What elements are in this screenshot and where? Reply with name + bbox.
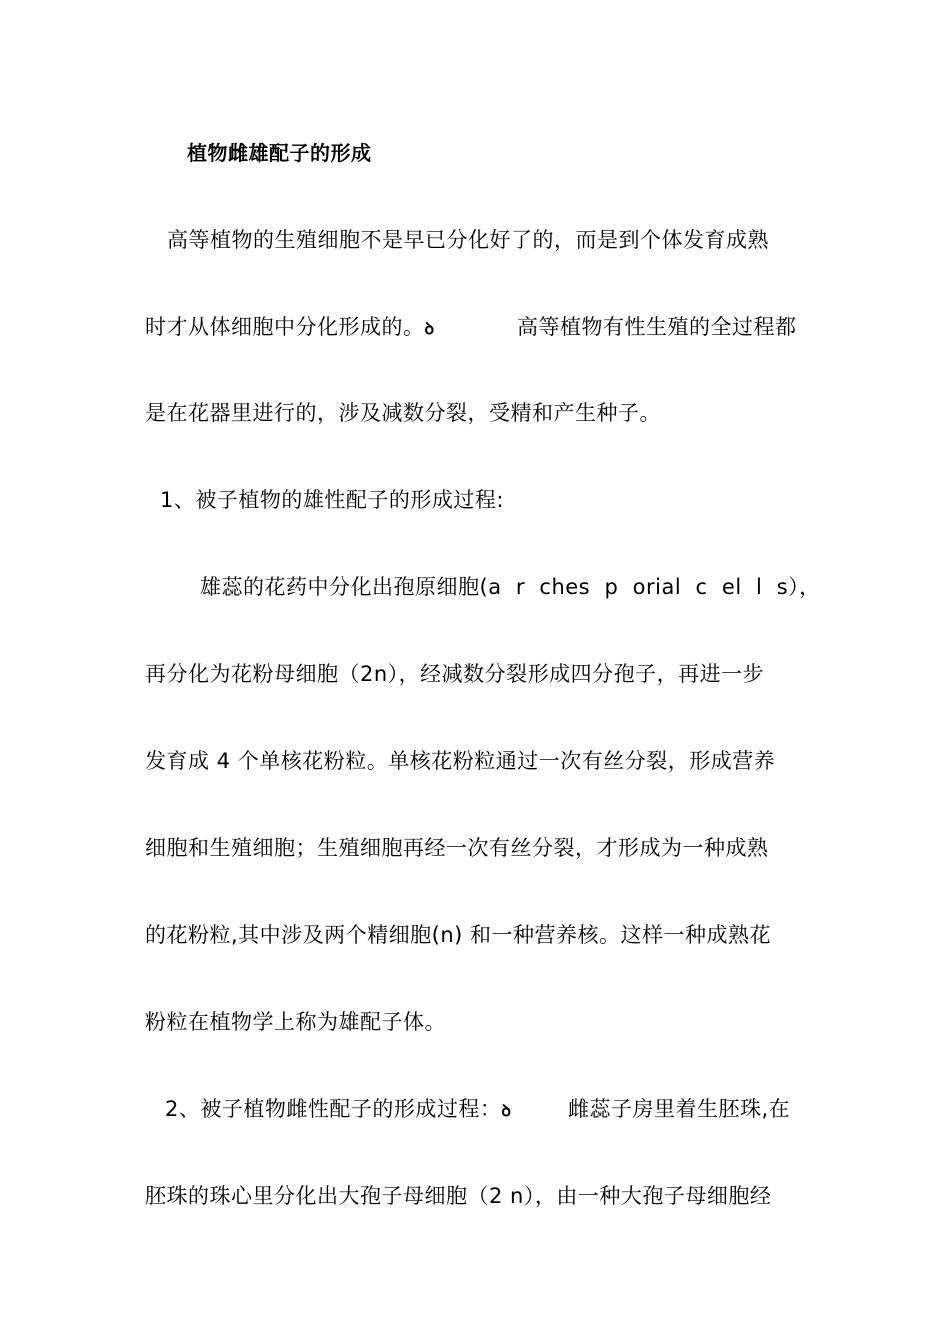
paragraph-line-10: 雌蕊子房里着生胚珠,在 — [568, 1097, 791, 1121]
paragraph-line-4: 雄蕊的花药中分化出孢原细胞(a r ches p orial c el l s）， — [200, 575, 821, 599]
line-2-text-a: 时才从体细胞中分化形成的。 — [145, 315, 425, 339]
special-glyph-icon: ꝺ — [501, 1101, 512, 1120]
paragraph-line-3: 是在花器里进行的，涉及减数分裂，受精和产生种子。 — [145, 401, 661, 425]
paragraph-line-2 — [145, 312, 435, 344]
section-heading-1: 1、被子植物的雄性配子的形成过程: — [160, 488, 504, 512]
paragraph-line-1: 高等植物的生殖细胞不是早已分化好了的，而是到个体发育成熟 — [167, 228, 769, 252]
paragraph-line-11: 胚珠的珠心里分化出大孢子母细胞（2 n），由一种大孢子母细胞经 — [145, 1184, 772, 1208]
document-title: 植物雌雄配子的形成 — [187, 141, 372, 165]
paragraph-line-5: 再分化为花粉母细胞（2n），经减数分裂形成四分孢子，再进一步 — [145, 662, 765, 686]
section-heading-2-text: 2、被子植物雌性配子的形成过程： — [165, 1097, 502, 1121]
section-heading-2 — [165, 1094, 511, 1126]
paragraph-line-8: 的花粉粒,其中涉及两个精细胞(n) 和一种营养核。这样一种成熟花 — [145, 923, 772, 947]
paragraph-line-9: 粉粒在植物学上称为雄配子体。 — [145, 1010, 446, 1034]
paragraph-line-6: 发育成 4 个单核花粉粒。单核花粉粒通过一次有丝分裂，形成营养 — [145, 749, 776, 773]
special-glyph-icon: ꝺ — [424, 319, 435, 338]
paragraph-line-2-continued: 高等植物有性生殖的全过程都 — [517, 315, 797, 339]
paragraph-line-7: 细胞和生殖细胞；生殖细胞再经一次有丝分裂，才形成为一种成熟 — [145, 836, 769, 860]
